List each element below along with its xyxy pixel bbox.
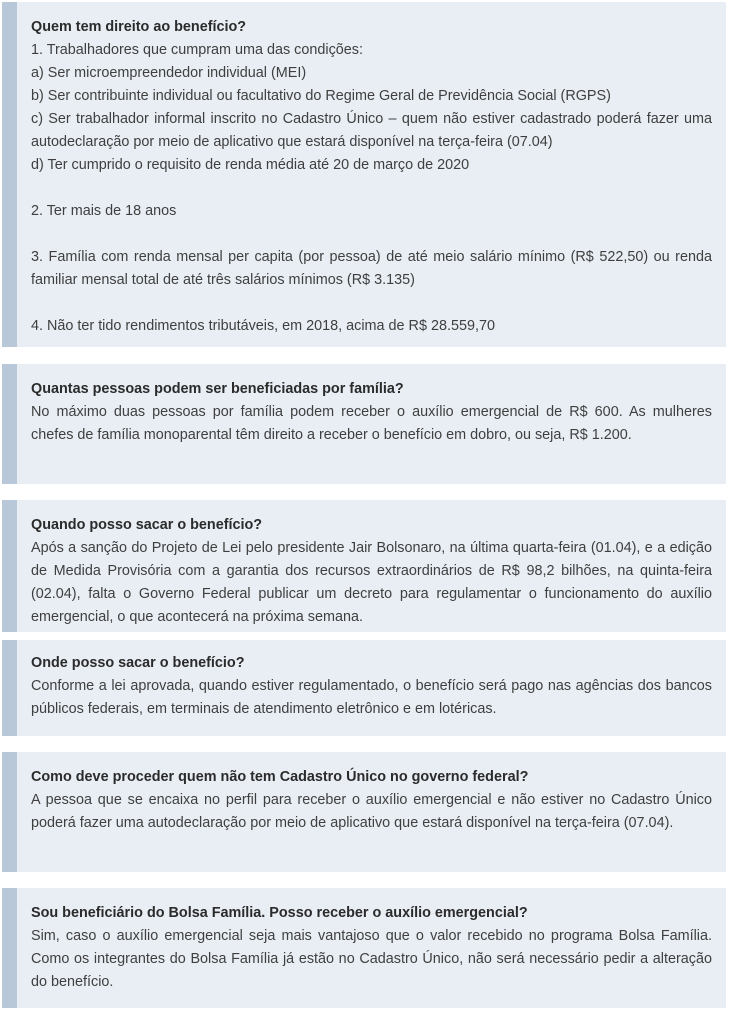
faq-block-eligibility [2,2,726,347]
faq-block-where-withdraw [2,640,726,736]
faq-question: Sou beneficiário do Bolsa Família. Posso receber o auxílio emergencial? [31,905,528,921]
faq-question: Quando posso sacar o benefício? [31,517,263,533]
faq-block-bolsa-familia [2,888,726,1008]
faq-answer-line: 4. Não ter tido rendimentos tributáveis, em 2018, acima de R$ 28.559,70 [31,318,495,334]
faq-question: Quem tem direito ao benefício? [31,19,247,35]
faq-answer-line: d) Ter cumprido o requisito de renda média até 20 de março de 2020 [31,157,470,173]
faq-answer-paragraph: 3. Família com renda mensal per capita (por pessoa) de até meio salário mínimo (R$ 522,50) ou renda familiar mensal total de até três salários mínimos (R$ 3.135) [31,249,712,288]
faq-answer-paragraph: Após a sanção do Projeto de Lei pelo presidente Jair Bolsonaro, na última quarta-feira (01.04), e a edição de Medida Provisória com a garantia dos recursos extraordinários de R$ 98,2 bilhões, na quinta-feira (02.04), falta o Governo Federal publicar um decreto para regulamentar o funcionamento do auxílio emergencial, o que acontecerá na próxima semana. [31,540,712,625]
faq-block-people-per-family [2,364,726,484]
faq-answer-line: 2. Ter mais de 18 anos [31,203,177,219]
faq-answer-paragraph: No máximo duas pessoas por família podem receber o auxílio emergencial de R$ 600. As mulheres chefes de família monoparental têm direito a receber o benefício em dobro, ou seja, R$ 1.200. [31,404,712,443]
faq-answer-line: 1. Trabalhadores que cumpram uma das condições: [31,42,363,58]
faq-question: Como deve proceder quem não tem Cadastro Único no governo federal? [31,769,529,785]
faq-answer-paragraph: Conforme a lei aprovada, quando estiver regulamentado, o benefício será pago nas agências dos bancos públicos federais, em terminais de atendimento eletrônico e em lotéricas. [31,678,712,717]
faq-block-when-withdraw [2,500,726,632]
faq-question: Quantas pessoas podem ser beneficiadas por família? [31,381,404,397]
faq-answer-line: b) Ser contribuinte individual ou facultativo do Regime Geral de Previdência Social (RGPS) [31,88,611,104]
faq-answer-line: a) Ser microempreendedor individual (MEI) [31,65,307,81]
faq-answer-paragraph: A pessoa que se encaixa no perfil para receber o auxílio emergencial e não estiver no Cadastro Único poderá fazer uma autodeclaração por meio de aplicativo que estará disponível na terça-feira (07.04). [31,792,712,831]
faq-answer-paragraph: c) Ser trabalhador informal inscrito no Cadastro Único – quem não estiver cadastrado poderá fazer uma autodeclaração por meio de aplicativo que estará disponível na terça-feira (07.04) [31,111,712,150]
faq-question: Onde posso sacar o benefício? [31,655,245,671]
faq-block-no-cadastro [2,752,726,872]
faq-answer-paragraph: Sim, caso o auxílio emergencial seja mais vantajoso que o valor recebido no programa Bolsa Família. Como os integrantes do Bolsa Família já estão no Cadastro Único, não será necessário pedir a alteração do benefício. [31,928,712,990]
